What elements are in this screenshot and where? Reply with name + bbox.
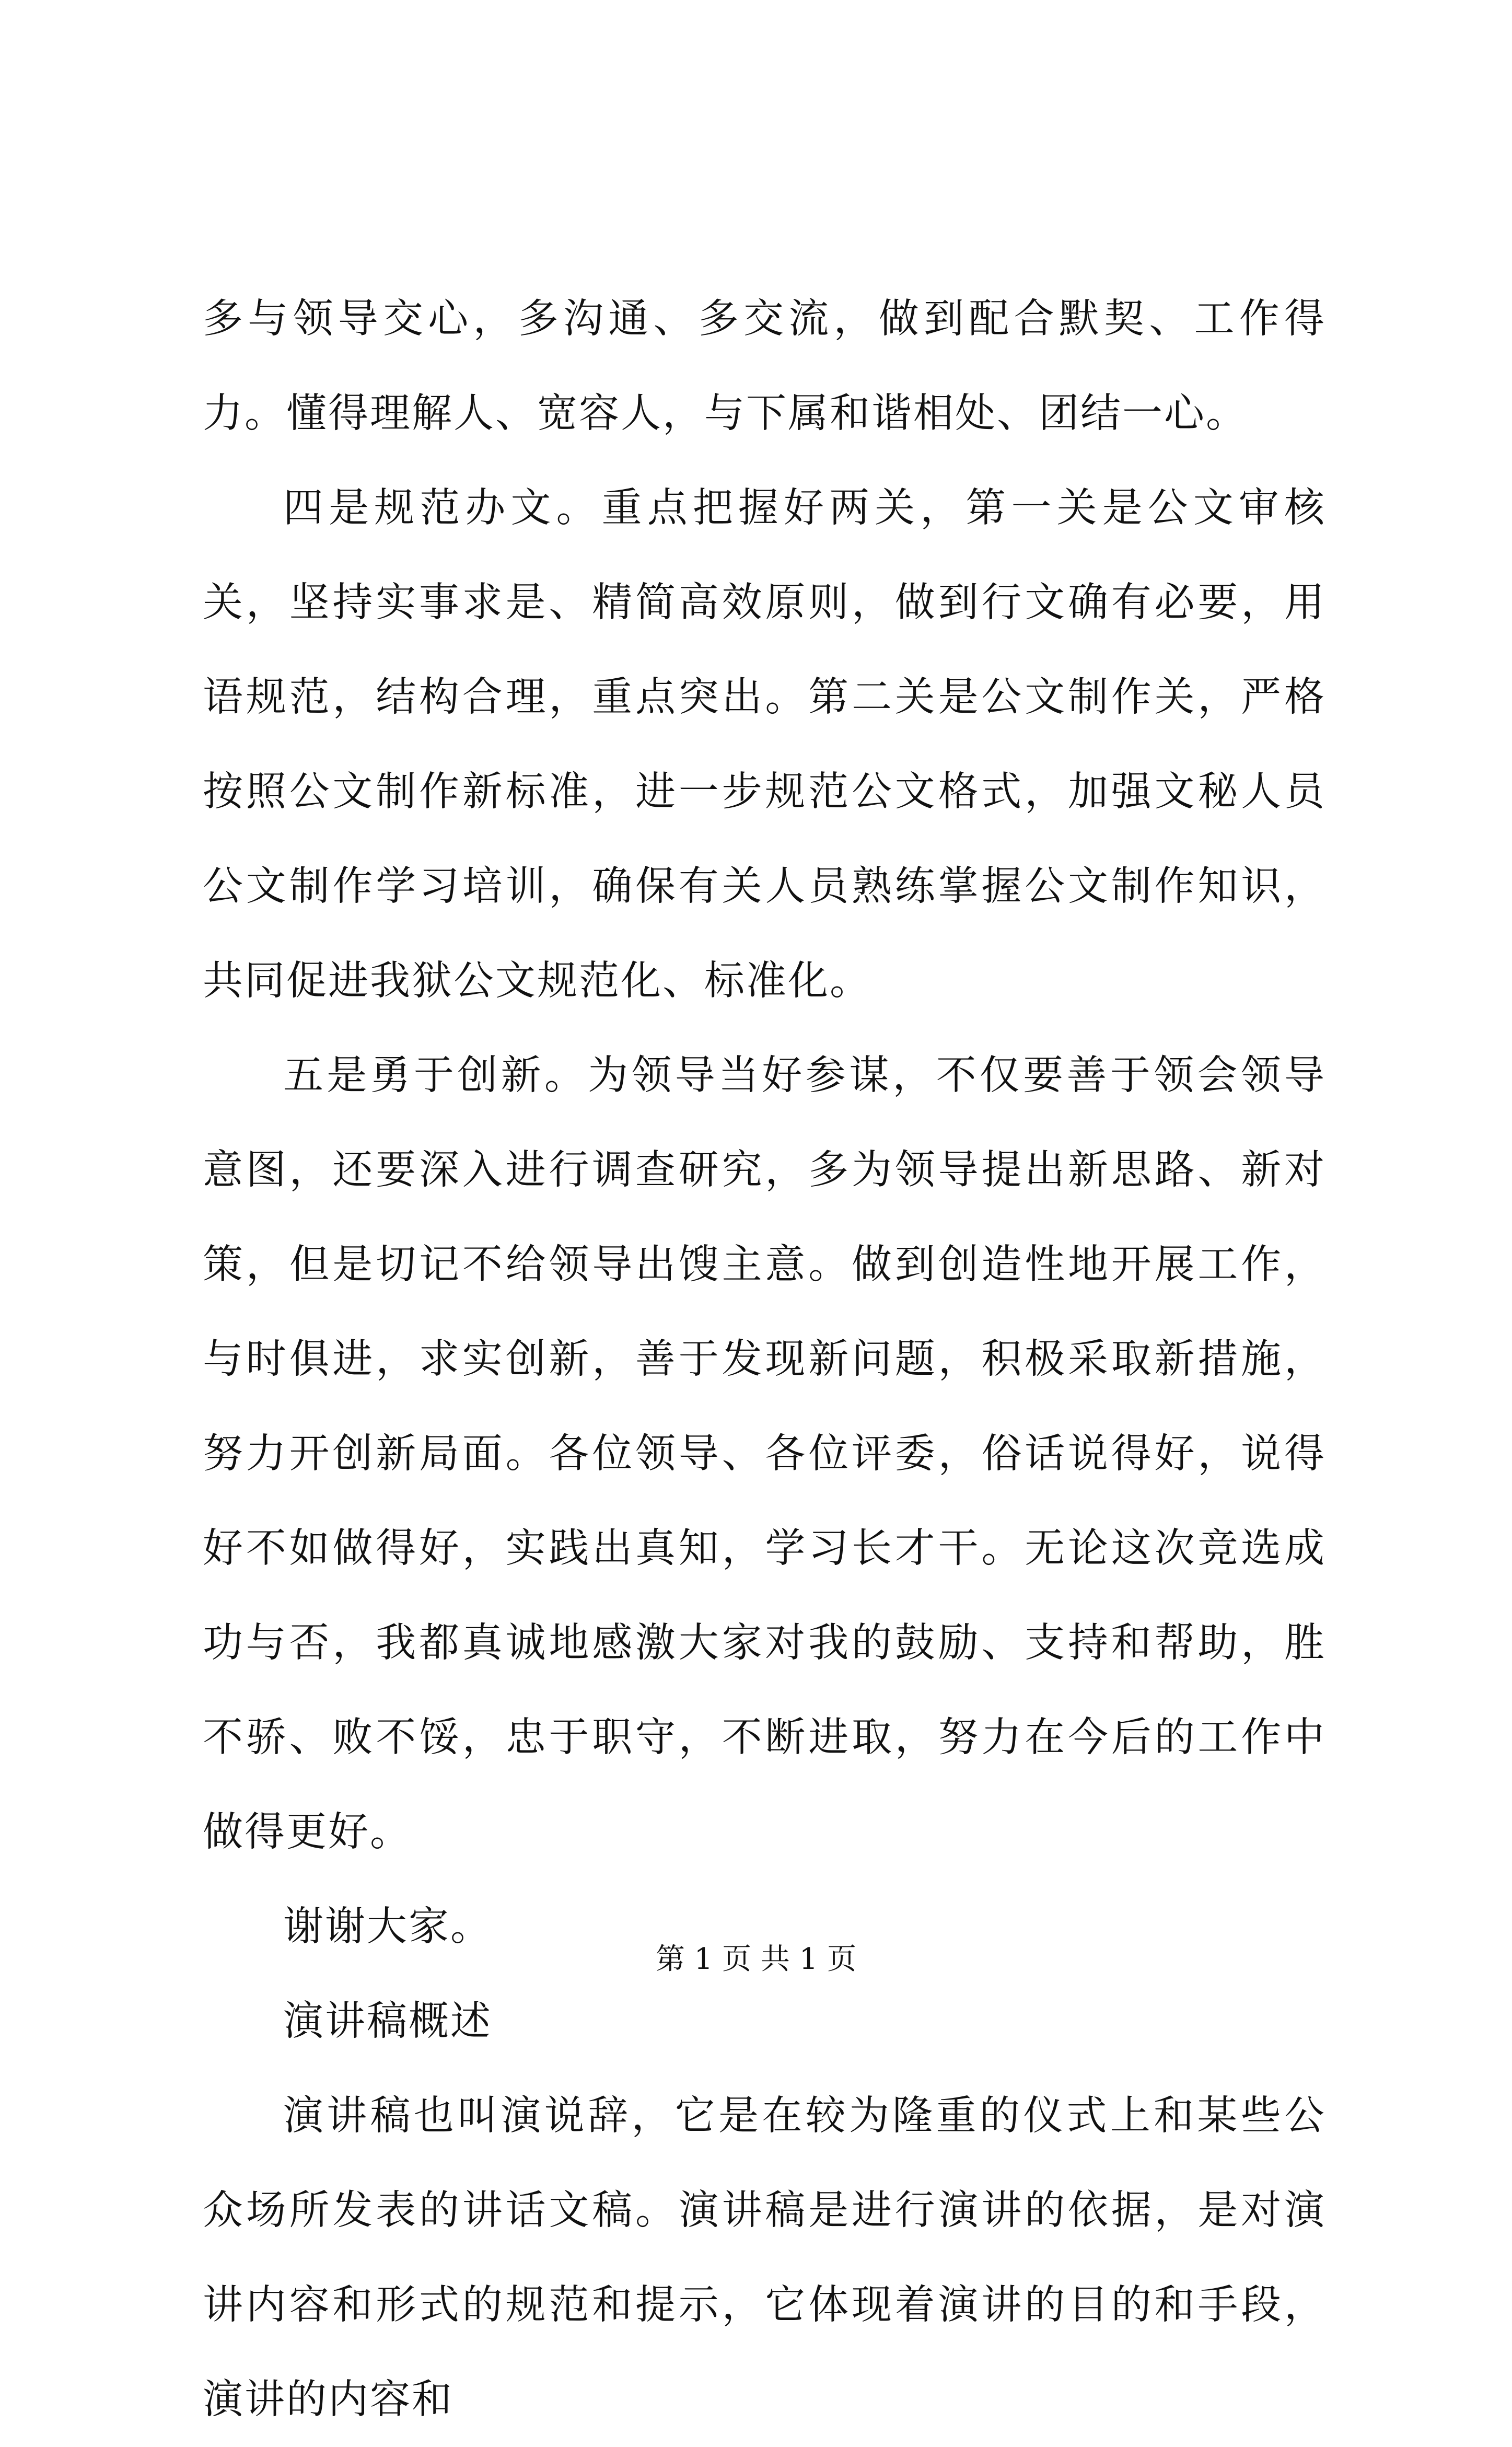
paragraph-standardize-documents: 四是规范办文。重点把握好两关，第一关是公文审核关，坚持实事求是、精简高效原则，做到行文确有必要，用语规范，结构合理，重点突出。第二关是公文制作关，严格按照公文制作新标准，进一步规范公文格式，加强文秘人员公文制作学习培训，确保有关人员熟练掌握公文制作知识，共同促进我狱公文规范化、标准化。 (203, 485, 1326, 1004)
paragraph-speech-definition: 演讲稿也叫演说辞，它是在较为隆重的仪式上和某些公众场所发表的讲话文稿。演讲稿是进行演讲的依据，是对演讲内容和形式的规范和提示，它体现着演讲的目的和手段，演讲的内容和 (203, 2093, 1326, 2423)
section-heading-speech-overview: 演讲稿概述 (283, 1998, 492, 2045)
document-body (203, 272, 1326, 2447)
paragraph-thanks: 谢谢大家。 (283, 1904, 492, 1950)
paragraph-innovation: 五是勇于创新。为领导当好参谋，不仅要善于领会领导意图，还要深入进行调查研究，多为领导提出新思路、新对策，但是切记不给领导出馊主意。做到创造性地开展工作，与时俱进，求实创新，善于发现新问题，积极采取新措施，努力开创新局面。各位领导、各位评委，俗话说得好，说得好不如做得好，实践出真知，学习长才干。无论这次竞选成功与否，我都真诚地感激大家对我的鼓励、支持和帮助，胜不骄、败不馁，忠于职守，不断进取，努力在今后的工作中做得更好。 (203, 1052, 1326, 1855)
paragraph-continuation: 多与领导交心，多沟通、多交流，做到配合默契、工作得力。懂得理解人、宽容人，与下属和谐相处、团结一心。 (203, 296, 1326, 437)
page-number-footer: 第 1 页 共 1 页 (655, 1942, 857, 1976)
